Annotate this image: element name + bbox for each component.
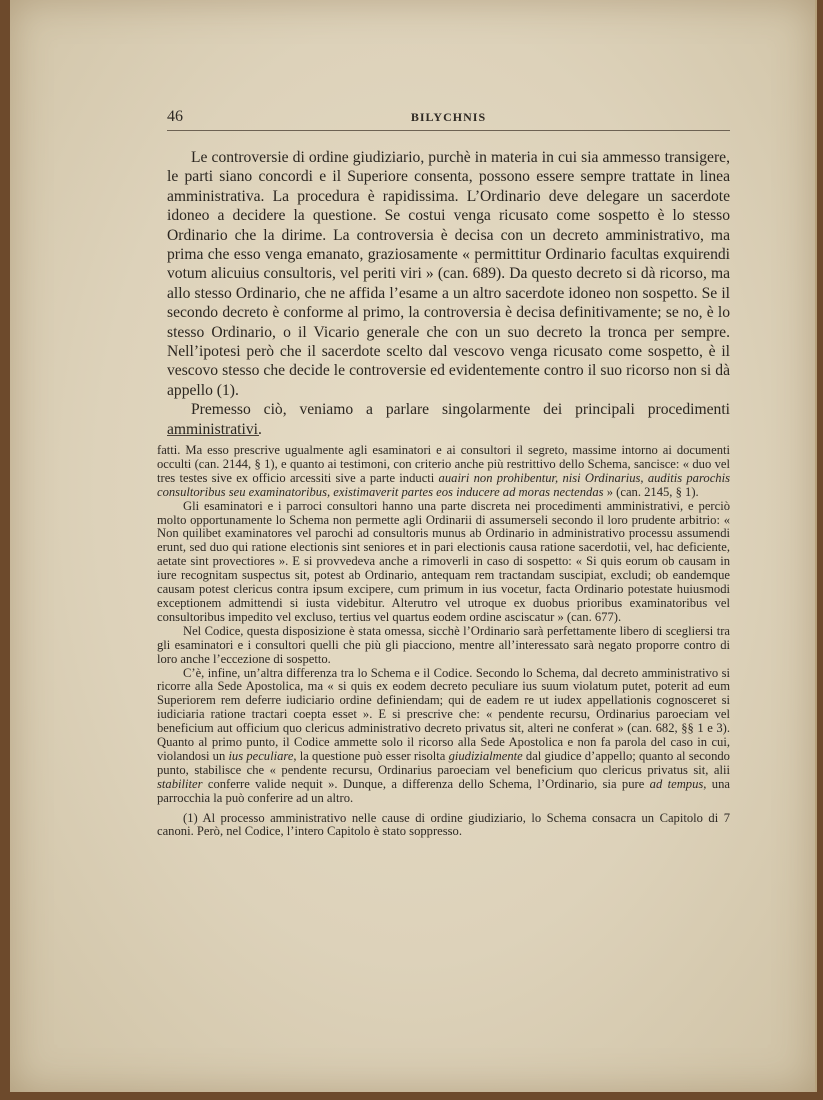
note-paragraph [157,444,730,500]
note-text: dal giudice d’appello; quanto al secondo punto, stabilisce che « pendente recursu, Ordinarius paroeciam vel beneficium quo clericus privatus sit, alii [157,748,730,777]
note-paragraph: Nel Codice, questa disposizione è stata omessa, sicchè l’Ordinario sarà perfettamente libero di scegliersi tra gli esaminatori e i consultori quelli che più gli piacciono, mentre all’interessato sarà negato proporre contro di loro anche l’eccezione di sospetto. [157,623,730,666]
footnote: (1) Al processo amministrativo nelle cause di ordine giudiziario, lo Schema consacra un Capitolo di 7 canoni. Però, nel Codice, l’intero Capitolo è stato soppresso. [157,810,730,839]
note-paragraph [157,667,730,806]
note-italic: ad tempus [649,776,704,791]
page-header [167,106,730,131]
running-title: BILYCHNIS [410,110,487,124]
footnote-rule [167,435,259,436]
note-italic: ius peculiare [228,748,294,763]
note-text: fatti. Ma esso prescrive ugualmente agli esaminatori e ai consultori il segreto, massime intorno ai documenti occulti (can. 2144, § 1), e quanto ai testimoni, con criterio anche più restrittivo dello Schema, sancisce: « duo vel tres testes sive ex officio arcessiti sive a parte inducti [157,443,730,485]
note-text: , una parrocchia la può conferire ad un altro. [157,776,730,805]
notes-block [157,444,730,839]
note-paragraph: Gli esaminatori e i parroci consultori hanno una parte discreta nei procedimenti amministrativi, e perciò molto opportunamente lo Schema non permette agli Ordinarii di assumerseli secondo il loro prudente arbitrio: « Non quilibet examinatores vel parochi ad consultoris munus ab Ordinario in administrativo processu assumendi erunt, sed duo qui ratione electionis sint seniores et in pari electionis causa ratione sacerdotii, vel, hac deficiente, aetate sint provectiores ». E si provvedeva anche a rimoverli in caso di sospetto: « Si quis eorum ob causam in iure recognitam suspectus sit, potest ab Ordinario, antequam rem tractandam suscipiat, excludi; ob eandemque causam potest clericus contra ipsum excipere, cum primum in ius vocetur, facta Ordinario potestate huiusmodi exceptionem admittendi si iusta videbitur. Alterutro vel utroque ex duobus prioribus examinatoribus vel consultoribus impedito vel excluso, tertius vel quartus eodem ordine asciscatur » (can. 677). [157,498,730,624]
note-text: , la questione può esser risolta [293,748,449,763]
note-italic: auairi non prohibentur, nisi Ordinarius, auditis parochis consultoribus seu examinatoribus, existimaverit partes eos inducere ad moras nectendas [157,470,730,499]
note-text: » (can. 2145, § 1). [603,484,699,499]
main-text [167,148,730,439]
body-paragraph: Le controversie di ordine giudiziario, purchè in materia in cui sia ammesso transigere, le parti siano concordi e il Superiore consenta, possono essere sempre trattate in linea amministrativa. La procedura è rapidissima. L’Ordinario deve delegare un sacerdote idoneo a decidere la questione. Se costui venga ricusato come sospetto è lo stesso Ordinario che la dirime. La controversia è decisa con un decreto amministrativo, ma prima che esso venga emanato, graziosamente « permittitur Ordinario facultas exquirendi votum alicuius consultoris, vel periti viri » (can. 689). Da questo decreto si dà ricorso, ma allo stesso Ordinario, che ne affida l’esame a un altro sacerdote idoneo non sospetto. Se il secondo decreto è conforme al primo, la controversia è decisa definitivamente; se no, è lo stesso Ordinario, o il Vicario generale che con un suo decreto la tronca per sempre. Nell’ipotesi però che il sacerdote scelto dal vescovo venga ricusato come sospetto, è il vescovo stesso che decide le controversie ed evidentemente contro il suo ricorso non si dà appello (1). [167,149,730,399]
note-text: conferre valide nequit ». Dunque, a differenza dello Schema, l’Ordinario, sia pure [202,776,650,791]
note-text: C’è, infine, un’altra differenza tra lo Schema e il Codice. Secondo lo Schema, dal decreto amministrativo si ricorre alla Sede Apostolica, ma « si quis ex eodem decreto peculiare ius suum violatum putet, poterit ad eum Superiorem rem deferre iudiciario ordine definiendam; qui de eadem re ut iudex appellationis cognosceret si iudiciaria ratione tractari coepta esset ». E si prescrive che: « pendente recursu, Ordinarius paroeciam vel beneficium aut officium quo clericus administrativo decreto privatus sit, alteri ne conferat » (can. 682, §§ 1 e 3). Quanto al primo punto, il Codice ammette solo il ricorso alla Sede Apostolica e non fa parola del caso in cui, violandosi un [157,665,730,763]
body-paragraph: Premesso ciò, veniamo a parlare singolarmente dei principali procedimenti amministrativi. [167,401,730,438]
note-italic: giudizialmente [448,748,523,763]
page-number: 46 [167,108,183,125]
note-italic: stabiliter [157,776,203,791]
